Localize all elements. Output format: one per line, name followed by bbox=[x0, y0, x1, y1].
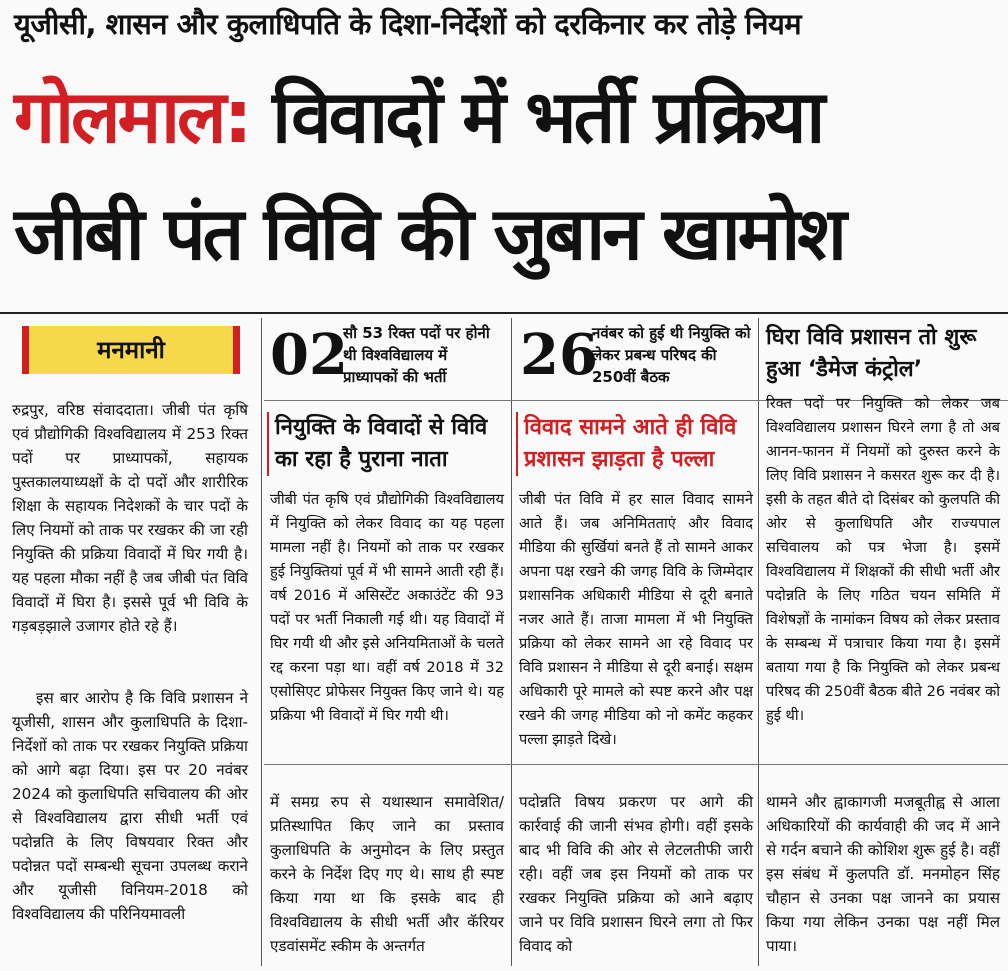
section-tag: मनमानी bbox=[22, 326, 240, 374]
kicker-headline: यूजीसी, शासन और कुलाधिपति के दिशा-निर्देशों को दरकिनार कर तोड़े नियम bbox=[14, 7, 802, 41]
sec2-text: जीबी पंत कृषि एवं प्रौद्योगिकी विश्वविद्यालय में नियुक्ति को लेकर विवाद का यह पहला मामला नहीं है। नियमों को ताक पर रखकर हुई नियुक्तियां पूर्व में भी सामने आती रही हैं। वर्ष 2016 में असिस्टेंट अकाउंटेंट की 93 पदों पर भर्ती निकाली गई थी। यह विवादों में घिर गयी थी और इसे अनियमिताओं के चलते रद्द करना पड़ा था। वहीं वर्ष 2018 में 32 एसोसिएट प्रोफेसर नियुक्त किए जाने थे। यह प्रक्रिया भी विवादों में घिर गयी थी। bbox=[270, 491, 504, 724]
fact1-number: 02 bbox=[270, 322, 348, 388]
headline-red-word: गोलमाल: bbox=[14, 75, 250, 160]
cont-col4: थामने और ह्वाकागजी मजबूतीह्व से आला अधिकारियों की कार्यवाही की जद में आने से गर्दन बचाने की कोशिश शुरू हुई है। वहीं इस संबंध में कुलपति डॉ. मनमोहन सिंह चौहान से उनका पक्ष जानने का प्रयास किया गया लेकिन उनका पक्ष नहीं मिल पाया। bbox=[766, 793, 1000, 955]
main-headline-line1 bbox=[14, 58, 1004, 178]
col1-paragraph-2: इस बार आरोप है कि विवि प्रशासन ने यूजीसी, शासन और कुलाधिपति के दिशा-निर्देशों को ताक पर रखकर नियुक्ति प्रक्रिया को आगे बढ़ा दिया। इस पर 20 नवंबर 2024 को कुलाधिपति सचिवालय की ओर से विश्वविद्यालय द्वारा सीधी भर्ती एवं पदोन्नति के लिए विषयवार रिक्त और पदोन्नत पदों सम्बन्धी सूचना उपलब्ध कराने और यूजीसी विनियम-2018 को विश्वविद्यालय की परिनियमावली bbox=[12, 689, 248, 923]
fact2-number: 26 bbox=[520, 322, 598, 388]
sec2-heading-wrap bbox=[267, 412, 505, 476]
col1-paragraph-1: रुद्रपुर, वरिष्ठ संवाददाता। जीबी पंत कृषि एवं प्रौद्योगिकी विश्वविद्यालय में 253 रिक्त पदों पर प्राध्यापकों, सहायक पुस्तकालयाध्यक्षों के दो पदों और शारीरिक शिक्षा के सहायक निदेशकों के चार पदों के लिए नियमों को ताक पर रखकर की जा रही नियुक्ति की प्रक्रिया विवादों में घिर गयी है। यह पहला मौका नहीं है जब जीबी पंत विवि विवादों में घिरा है। इससे पूर्व भी विवि के गड़बड़झाले उजागर होते रहे हैं। bbox=[12, 401, 248, 635]
sec4-text: रिक्त पदों पर नियुक्ति को लेकर जब विश्वविद्यालय प्रशासन घिरने लगा है तो अब आनन-फानन में नियमों को दुरुस्त करने के लिए विवि प्रशासन ने कसरत शुरू कर दी है। इसी के तहत बीते दो दिसंबर को कुलपति की ओर से कुलाधिपति और राज्यपाल सचिवालय को पत्र भेजा है। इसमें विश्वविद्यालय में शिक्षकों की सीधी भर्ती और पदोन्नति के लिए गठित चयन समिति में विशेषज्ञों के नामांकन विषय को लेकर प्रस्ताव के सम्बन्ध में पत्राचार किया गया है। इसमें बताया गया है कि नियुक्ति को लेकर प्रबन्ध परिषद की 250वीं बैठक बीते 26 नवंबर को हुई थी। bbox=[766, 395, 1000, 724]
continuation-rule bbox=[264, 764, 1008, 765]
cont-col3: पदोन्नति विषय प्रकरण पर आगे की कार्रवाई की जानी संभव होगी। वहीं इसके बाद भी विवि की ओर से लेटलतीफी जारी रही। वहीं जब इस नियमों को ताक पर रखकर नियुक्ति प्रक्रिया को आने बढ़ाए जाने पर विवि प्रशासन घिरने लगा तो फिर विवाद को bbox=[519, 793, 753, 955]
column-divider-2 bbox=[511, 318, 512, 966]
header-rule bbox=[0, 312, 1008, 314]
sec4-title: घिरा विवि प्रशासन तो शुरू हुआ ‘डैमेज कंट्रोल’ bbox=[766, 325, 977, 382]
column-divider-3 bbox=[758, 318, 759, 966]
cont-col2: में समग्र रुप से यथास्थान समावेशित/प्रतिस्थापित किए जाने का प्रस्ताव कुलाधिपति के अनुमोदन के लिए प्रस्तुत करने के निर्देश दिए गए थे। साथ ही स्पष्ट किया गया था कि इसके बाद ही विश्वविद्यालय के सीधी भर्ती और कॅरियर एडवांसमेंट स्कीम के अन्तर्गत bbox=[270, 793, 504, 955]
sec3-title: विवाद सामने आते ही विवि प्रशासन झाड़ता है पल्ला bbox=[524, 415, 737, 472]
sec2-title: नियुक्ति के विवादों से विवि का रहा है पुराना नाता bbox=[275, 415, 488, 472]
column-divider-1 bbox=[261, 318, 262, 966]
sec3-text: जीबी पंत विवि में हर साल विवाद सामने आते हैं। जब अनिमितताएं और विवाद मीडिया की सुर्खियां बनते हैं तो सामने आकर अपना पक्ष रखने की जगह विवि के जिम्मेदार प्रशासनिक अधिकारी मीडिया से दूरी बनाते नजर आते हैं। ताजा मामला में भी नियुक्ति प्रक्रिया को लेकर सामने आ रहे विवाद पर विवि प्रशासन ने मीडिया से दूरी बनाई। सक्षम अधिकारी पूरे मामले को स्पष्ट करने और पक्ष रखने की जगह मीडिया को नो कमेंट कहकर पल्ला झाड़ते दिखे। bbox=[519, 491, 753, 748]
headline-line1-text: विवादों में भर्ती प्रक्रिया bbox=[249, 75, 823, 160]
fact1-text: सौ 53 रिक्त पदों पर होनी थी विश्वविद्यालय में प्राध्यापकों की भर्ती bbox=[343, 324, 490, 386]
fact2-text: नवंबर को हुई थी नियुक्ति को लेकर प्रबन्ध परिषद की 250वीं बैठक bbox=[592, 324, 751, 386]
main-headline-line2: जीबी पंत विवि की जुबान खामोश bbox=[14, 192, 844, 277]
sec3-heading-wrap bbox=[516, 412, 754, 476]
